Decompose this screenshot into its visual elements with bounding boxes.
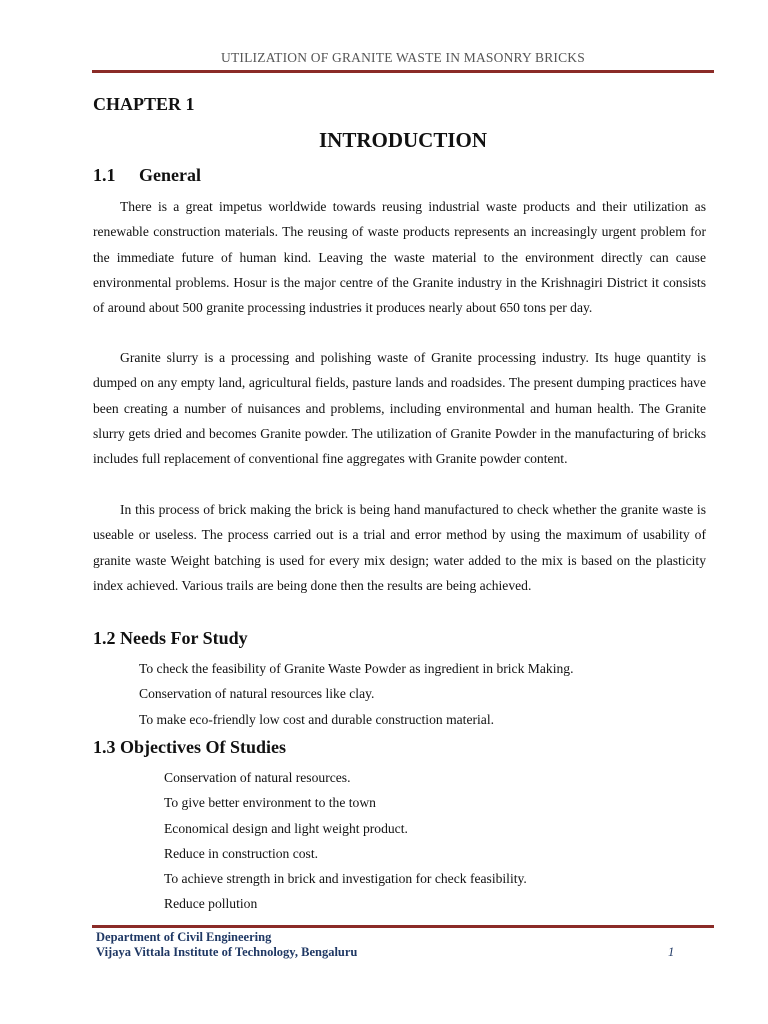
list-item: Economical design and light weight product.	[164, 820, 408, 836]
footer-institute: Vijaya Vittala Institute of Technology, Bengaluru	[96, 945, 358, 959]
section-heading-objectives: 1.3 Objectives Of Studies	[93, 737, 286, 757]
list-item: Conservation of natural resources.	[164, 770, 351, 785]
list-item: Reduce in construction cost.	[164, 845, 319, 861]
section-heading-general	[93, 165, 201, 186]
list-item: To achieve strength in brick and investigation for check feasibility.	[164, 871, 527, 887]
section-number: 1.1	[93, 165, 116, 185]
list-item: To check the feasibility of Granite Waste Powder as ingredient in brick Making.	[139, 661, 574, 676]
paragraph: In this process of brick making the brick is being hand manufactured to check whether the granite waste is useable or useless. The process carried out is a trial and error method by using the maximum of usability of granite waste Weight batching is used for every mix design; water added to the mix is based on the plasticity index achieved. Various trails are being done then the results are being achieved.	[93, 502, 706, 593]
list-item: To give better environment to the town	[164, 795, 376, 811]
section-heading-needs: 1.2 Needs For Study	[93, 628, 248, 648]
list-item: To make eco-friendly low cost and durable construction material.	[139, 711, 495, 727]
footer-department: Department of Civil Engineering	[96, 930, 272, 944]
header-rule	[92, 70, 714, 73]
page-number: 1	[668, 945, 675, 959]
chapter-title: INTRODUCTION	[318, 128, 488, 152]
list-item: Conservation of natural resources like clay.	[139, 686, 375, 702]
needs-list	[139, 656, 573, 732]
objectives-list	[164, 765, 527, 917]
footer-rule	[92, 925, 714, 928]
section-title: General	[139, 165, 201, 185]
footer	[96, 930, 357, 960]
running-header: UTILIZATION OF GRANITE WASTE IN MASONRY BRICKS	[221, 50, 585, 65]
list-item: Reduce pollution	[164, 896, 258, 912]
chapter-label: CHAPTER 1	[93, 94, 195, 114]
paragraph: Granite slurry is a processing and polishing waste of Granite processing industry. Its huge quantity is dumped on any empty land, agricultural fields, pasture lands and roadsides. The present dumping practices have been creating a number of nuisances and problems, including environmental and human health. The Granite slurry gets dried and becomes Granite powder. The utilization of Granite Powder in the manufacturing of bricks includes full replacement of conventional fine aggregates with Granite powder content.	[93, 350, 706, 467]
paragraph: There is a great impetus worldwide towards reusing industrial waste products and their utilization as renewable construction materials. The reusing of waste products represents an increasingly urgent problem for the immediate future of human kind. Leaving the waste material to the environment directly can cause environmental problems. Hosur is the major centre of the Granite industry in the Krishnagiri District it consists of around about 500 granite processing industries it produces nearly about 650 tons per day.	[93, 199, 706, 316]
